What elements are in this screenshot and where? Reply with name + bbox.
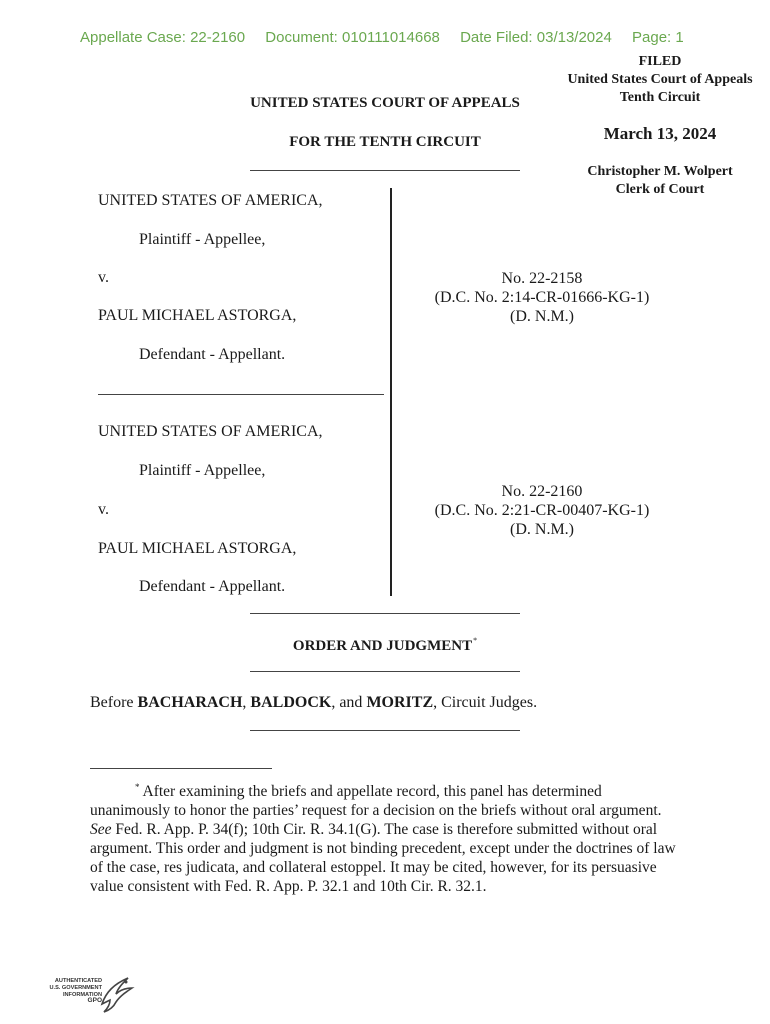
footnote-marker: * (473, 636, 478, 645)
case2-numbers (400, 482, 684, 539)
judge-baldock: BALDOCK (250, 694, 332, 711)
filed-date: March 13, 2024 (603, 124, 717, 143)
case2-dc-number: (D.C. No. 2:21-CR-00407-KG-1) (434, 502, 650, 519)
court-title: UNITED STATES COURT OF APPEALS (250, 95, 520, 111)
title-divider (250, 671, 520, 672)
clerk-block (550, 163, 770, 199)
footnote-see: See (90, 821, 112, 838)
case1-number: No. 22-2158 (501, 270, 583, 287)
case1-defendant: PAUL MICHAEL ASTORGA, (98, 307, 297, 324)
filed-block (550, 53, 770, 107)
footnote-part1: After examining the briefs and appellate record, this panel has determined unanimously to honor the parties’ request for a decision on the briefs without oral argument. (90, 783, 662, 819)
filed-circuit: Tenth Circuit (619, 90, 701, 105)
clerk-name: Christopher M. Wolpert (587, 164, 733, 179)
caption-divider (250, 613, 520, 614)
gpo-line1: AUTHENTICATED (54, 978, 102, 984)
footnote-rule (90, 768, 272, 769)
heading-divider (250, 170, 520, 171)
circuit-title: FOR THE TENTH CIRCUIT (289, 134, 481, 150)
gpo-authenticated-logo (42, 974, 134, 1014)
case2-number: No. 22-2160 (501, 483, 583, 500)
filed-label: FILED (638, 54, 682, 69)
judge-moritz: MORITZ (366, 694, 434, 711)
case1-dc-number: (D.C. No. 2:14-CR-01666-KG-1) (434, 289, 650, 306)
stamp-case: Appellate Case: 22-2160 (80, 29, 246, 46)
gpo-mark: GPO (87, 997, 102, 1005)
panel-line (90, 694, 537, 712)
panel-sep1: , (242, 694, 251, 711)
case1-numbers (400, 269, 684, 326)
filed-court: United States Court of Appeals (567, 72, 753, 87)
case1-defendant-role: Defendant - Appellant. (139, 346, 286, 363)
judge-bacharach: BACHARACH (137, 694, 243, 711)
stamp-date-filed: Date Filed: 03/13/2024 (460, 29, 612, 46)
case2-plaintiff-role: Plaintiff - Appellee, (139, 462, 266, 479)
case1-district: (D. N.M.) (510, 308, 574, 325)
panel-prefix: Before (90, 694, 138, 711)
gpo-line2: U.S. GOVERNMENT (49, 984, 102, 991)
panel-suffix: , Circuit Judges. (433, 694, 538, 711)
case1-versus: v. (98, 269, 109, 286)
stamp-page: Page: 1 (632, 29, 684, 46)
order-title (200, 636, 570, 655)
caption-vertical-rule (390, 188, 392, 596)
gpo-logo-text (42, 978, 102, 1005)
eagle-icon (96, 974, 136, 1014)
case2-district: (D. N.M.) (510, 521, 574, 538)
clerk-title: Clerk of Court (615, 182, 705, 197)
stamp-document: Document: 010111014668 (265, 29, 440, 46)
case2-defendant-role: Defendant - Appellant. (139, 578, 286, 595)
panel-divider (250, 730, 520, 731)
panel-sep2: , and (331, 694, 367, 711)
case2-versus: v. (98, 501, 109, 518)
footnote-mark: * (135, 782, 140, 792)
case1-plaintiff-role: Plaintiff - Appellee, (139, 231, 266, 248)
case2-plaintiff: UNITED STATES OF AMERICA, (98, 423, 323, 440)
order-title-text: ORDER AND JUDGMENT (292, 638, 473, 654)
case-separator (98, 394, 384, 395)
case2-defendant: PAUL MICHAEL ASTORGA, (98, 540, 297, 557)
filing-stamp-header (80, 29, 700, 46)
footnote (90, 778, 684, 896)
footnote-part2: Fed. R. App. P. 34(f); 10th Cir. R. 34.1(G). The case is therefore submitted without oral argument. This order and judgment is not binding precedent, except under the doctrines of law of the case, res judicata, and collateral estoppel. It may be cited, however, for its persuasive value consistent with Fed. R. App. P. 32.1 and 10th Cir. R. 32.1. (90, 821, 676, 895)
gpo-line3: INFORMATION (62, 991, 102, 998)
case1-plaintiff: UNITED STATES OF AMERICA, (98, 192, 323, 209)
